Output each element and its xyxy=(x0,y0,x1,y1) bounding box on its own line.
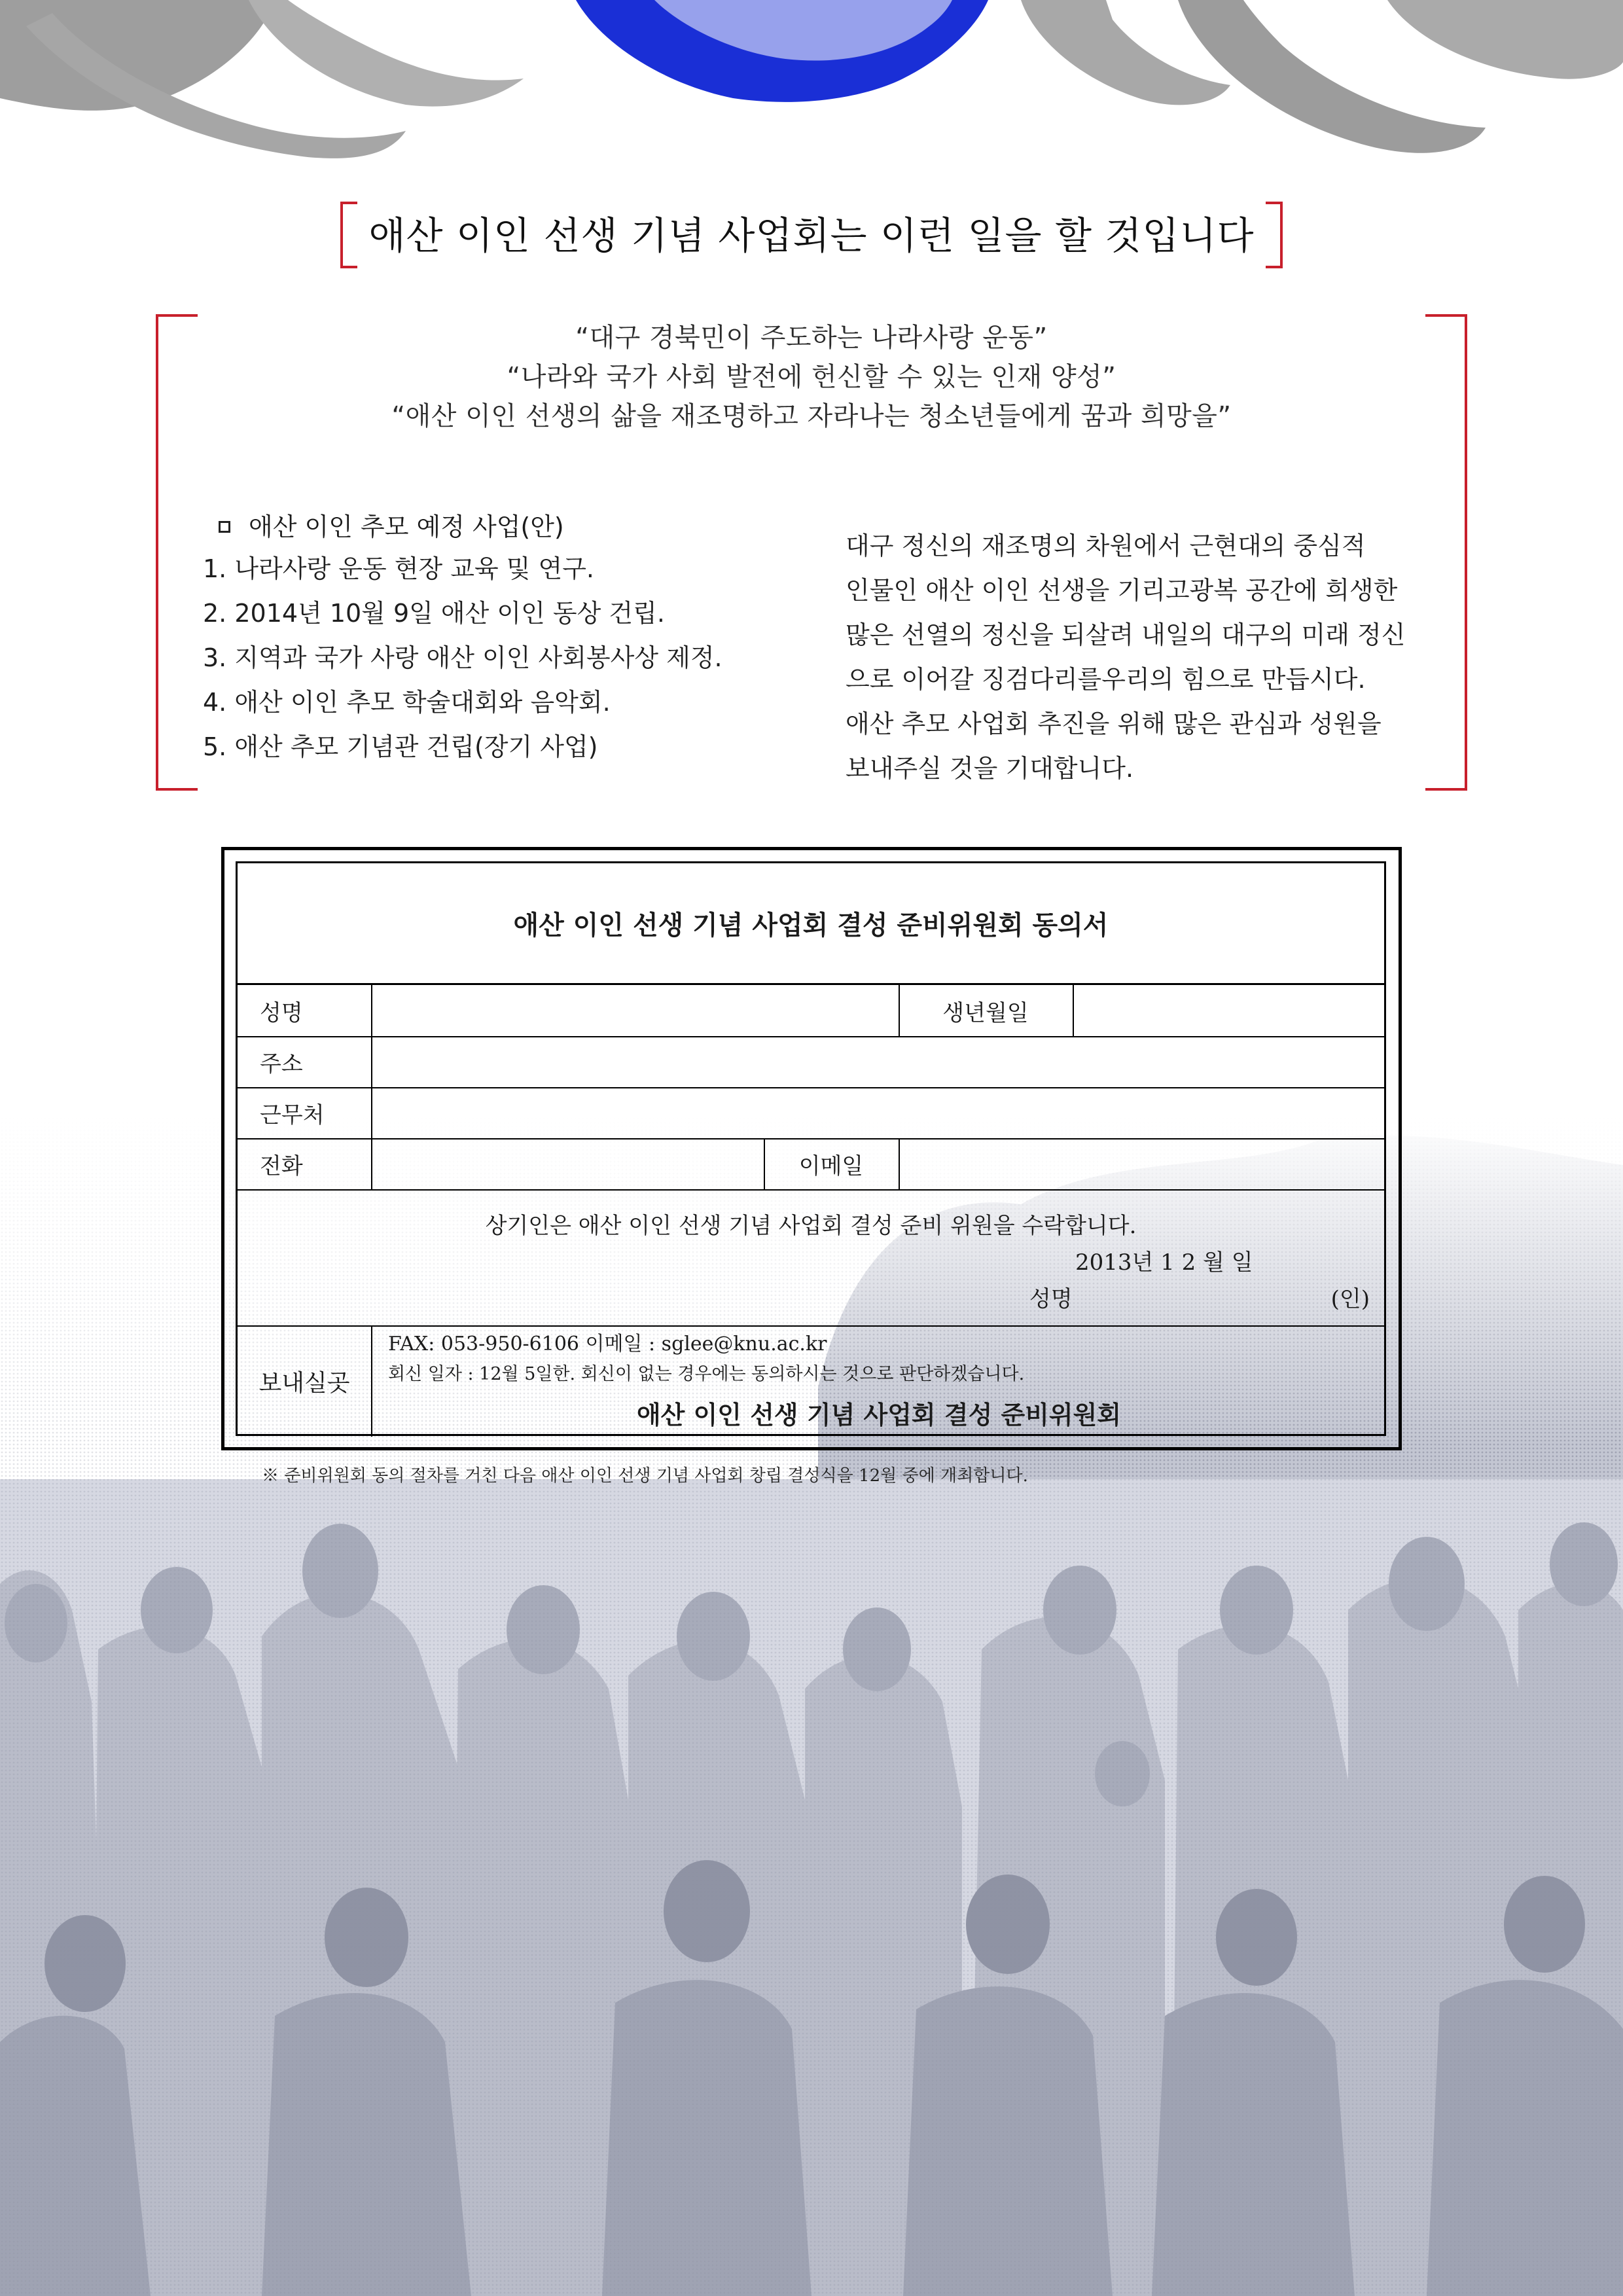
organization-name: 애산 이인 선생 기념 사업회 결성 준비위원회 xyxy=(636,1401,1122,1429)
form-row-divider xyxy=(238,1325,1384,1327)
form-row-divider xyxy=(238,1189,1384,1191)
name-field[interactable] xyxy=(372,986,897,1035)
footnote: ※ 준비위원회 동의 절차를 거친 다음 애산 이인 선생 기념 사업회 창립 결성식을 12월 중에 개최합니다. xyxy=(262,1466,1028,1486)
address-field[interactable] xyxy=(372,1037,1385,1086)
address-label: 주소 xyxy=(260,1050,303,1077)
headline-text: 애산 이인 선생 기념 사업회는 이런 일을 할 것입니다 xyxy=(368,213,1255,258)
planned-projects xyxy=(203,507,831,769)
planned-projects-heading xyxy=(203,507,831,547)
fax-email-line: FAX: 053-950-6106 이메일 : sglee@knu.ac.kr xyxy=(388,1333,827,1355)
message-line: 많은 선열의 정신을 되살려 내일의 대구의 미래 정신 xyxy=(846,620,1406,649)
consent-form xyxy=(236,861,1386,1436)
message-line: 으로 이어갈 징검다리를우리의 힘으로 만듭시다. xyxy=(846,665,1366,694)
slogan-list xyxy=(196,318,1427,436)
email-field[interactable] xyxy=(900,1139,1385,1188)
agreement-date: 2013년 1 2 월 일 xyxy=(1075,1249,1253,1276)
signature-line[interactable] xyxy=(1029,1281,1370,1318)
slogan: “대구 경북민이 주도하는 나라사랑 운동” xyxy=(575,323,1048,353)
signature-label: 성명 xyxy=(1029,1286,1073,1312)
message-line: 보내주실 것을 기대합니다. xyxy=(846,754,1134,783)
reply-deadline-note: 회신 일자 : 12월 5일한. 회신이 없는 경우에는 동의하시는 것으로 판단하겠습니다. xyxy=(388,1364,1025,1384)
message-line: 인물인 애산 이인 선생을 기리고광복 공간에 희생한 xyxy=(846,576,1398,605)
birth-date-label: 생년월일 xyxy=(942,999,1029,1026)
send-to-details xyxy=(388,1329,1370,1438)
message-line: 대구 정신의 재조명의 차원에서 근현대의 중심적 xyxy=(846,531,1366,560)
agreement-statement: 상기인은 애산 이인 선생 기념 사업회 결성 준비 위원을 수락합니다. xyxy=(485,1213,1137,1239)
project-item: 3. 지역과 국가 사랑 애산 이인 사회봉사상 제정. xyxy=(203,643,722,672)
seal-mark: (인) xyxy=(1330,1286,1370,1312)
project-item: 2. 2014년 10월 9일 애산 이인 동상 건립. xyxy=(203,599,665,628)
headline-bracket-left xyxy=(340,202,357,268)
headline-bracket-right xyxy=(1266,202,1283,268)
message-line: 애산 추모 사업회 추진을 위해 많은 관심과 성원을 xyxy=(846,709,1382,738)
frame-bracket-left xyxy=(156,314,198,791)
slogan: “나라와 국가 사회 발전에 헌신할 수 있는 인재 양성” xyxy=(507,362,1116,392)
headline xyxy=(340,196,1283,268)
appeal-message xyxy=(846,524,1435,791)
phone-field[interactable] xyxy=(372,1139,762,1188)
name-label: 성명 xyxy=(260,999,303,1026)
planned-projects-title: 애산 이인 추모 예정 사업(안) xyxy=(249,512,564,541)
project-item: 1. 나라사랑 운동 현장 교육 및 연구. xyxy=(203,554,595,583)
workplace-field[interactable] xyxy=(372,1088,1385,1137)
brush-stroke-decoration xyxy=(0,0,1623,170)
square-bullet-icon xyxy=(219,521,230,533)
project-item: 4. 애산 이인 추모 학술대회와 음악회. xyxy=(203,688,611,717)
phone-label: 전화 xyxy=(260,1153,303,1179)
birth-date-field[interactable] xyxy=(1074,986,1385,1035)
email-label: 이메일 xyxy=(798,1153,864,1179)
project-item: 5. 애산 추모 기념관 건립(장기 사업) xyxy=(203,732,598,761)
send-to-label: 보내실곳 xyxy=(259,1369,350,1397)
workplace-label: 근무처 xyxy=(260,1102,325,1128)
form-title: 애산 이인 선생 기념 사업회 결성 준비위원회 동의서 xyxy=(238,863,1384,985)
slogan: “애산 이인 선생의 삶을 재조명하고 자라나는 청소년들에게 꿈과 희망을” xyxy=(391,401,1232,431)
form-column-divider xyxy=(371,1325,372,1437)
